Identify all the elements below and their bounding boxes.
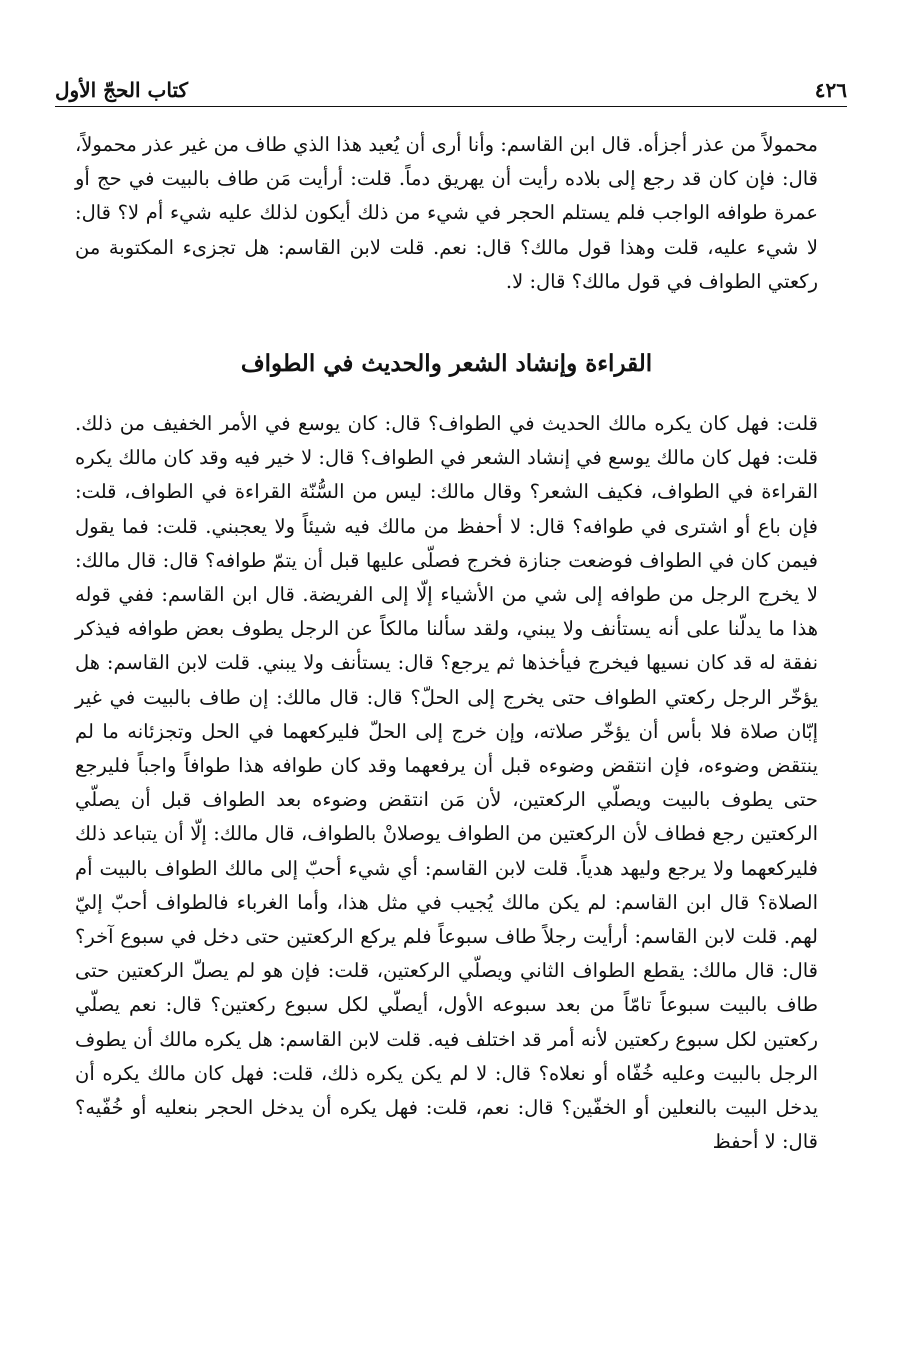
paragraph-1: محمولاً من عذر أجزأه. قال ابن القاسم: وأنا أرى أن يُعيد هذا الذي طاف من غير عذر محمولاً، قال: فإن كان قد رجع إلى بلاده رأيت أن يهريق دماً. قلت: أرأيت مَن طاف بالبيت في حج أو عمرة طوافه الواجب فلم يستلم الحجر في شيء من ذلك أيكون لذلك عليه شيء أم لا؟ قال: لا شيء عليه، قلت وهذا قول مالك؟ قال: نعم. قلت لابن القاسم: هل تجزىء المكتوبة من ركعتي الطواف في قول مالك؟ قال: لا. (75, 133, 818, 293)
paragraph-2: قلت: فهل كان يكره مالك الحديث في الطواف؟ قال: كان يوسع في الأمر الخفيف من ذلك. قلت: فهل كان مالك يوسع في إنشاد الشعر في الطواف؟ قال: لا خير فيه وقد كان مالك يكره القراءة في الطواف، فكيف الشعر؟ وقال مالك: ليس من السُّنّة القراءة في الطواف، قلت: فإن باع أو اشترى في طوافه؟ قال: لا أحفظ من مالك فيه شيئاً ولا يعجبني. قلت: فما يقول فيمن كان في الطواف فوضعت جنازة فخرج فصلّى عليها قبل أن يتمّ طوافه؟ قال: قال مالك: لا يخرج الرجل من طوافه إلى شي من الأشياء إلّا إلى الفريضة. قال ابن القاسم: ففي قوله هذا ما يدلّنا على أنه يستأنف ولا يبني، ولقد سألنا مالكاً عن الرجل يطوف بعض طوافه فيذكر نفقة له قد كان نسيها فيخرج فيأخذها ثم يرجع؟ قال: يستأنف ولا يبني. قلت لابن القاسم: هل يؤخّر الرجل ركعتي الطواف حتى يخرج إلى الحلّ؟ قال: قال مالك: إن طاف بالبيت في غير إبّان صلاة فلا بأس أن يؤخّر صلاته، وإن خرج إلى الحلّ فليركعهما في الحل وتجزئانه ما لم ينتقض وضوءه، فإن انتقض وضوءه قبل أن يرفعهما وقد كان طوافه هذا طوافاً واجباً فليرجع حتى يطوف بالبيت ويصلّي الركعتين، لأن مَن انتقض وضوءه بعد الطواف قبل أن يصلّي الركعتين رجع فطاف لأن الركعتين من الطواف يوصلانْ بالطواف، قال مالك: إلّا أن يتباعد ذلك فليركعهما ولا يرجع وليهد هدياً. قلت لابن القاسم: أي شيء أحبّ إلى مالك الطواف بالبيت أم الصلاة؟ قال ابن القاسم: لم يكن مالك يُجيب في مثل هذا، وأما الغرباء فالطواف أحبّ إليّ لهم. قلت لابن القاسم: أرأيت رجلاً طاف سبوعاً فلم يركع الركعتين حتى دخل في سبوع آخر؟ قال: قال مالك: يقطع الطواف الثاني ويصلّي الركعتين، قلت: فإن هو لم يصلّ الركعتين حتى طاف بالبيت سبوعاً تامّاً من بعد سبوعه الأول، أيصلّي لكل سبوع ركعتين؟ قال: نعم يصلّي ركعتين لكل سبوع ركعتين لأنه أمر قد اختلف فيه. قلت لابن القاسم: هل يكره مالك أن يطوف الرجل بالبيت وعليه خُفّاه أو نعلاه؟ قال: لا لم يكن يكره ذلك، قلت: فهل كان مالك يكره أن يدخل البيت بالنعلين أو الخفّين؟ قال: نعم، قلت: فهل يكره أن يدخل الحجر بنعليه أو خُفّيه؟ قال: لا أحفظ (75, 412, 818, 1154)
section-heading: القراءة وإنشاد الشعر والحديث في الطواف (240, 350, 653, 377)
page-number: ٤٢٦ (814, 78, 847, 102)
running-title: كتاب الحجّ الأول (55, 78, 189, 102)
page-header (55, 68, 847, 107)
